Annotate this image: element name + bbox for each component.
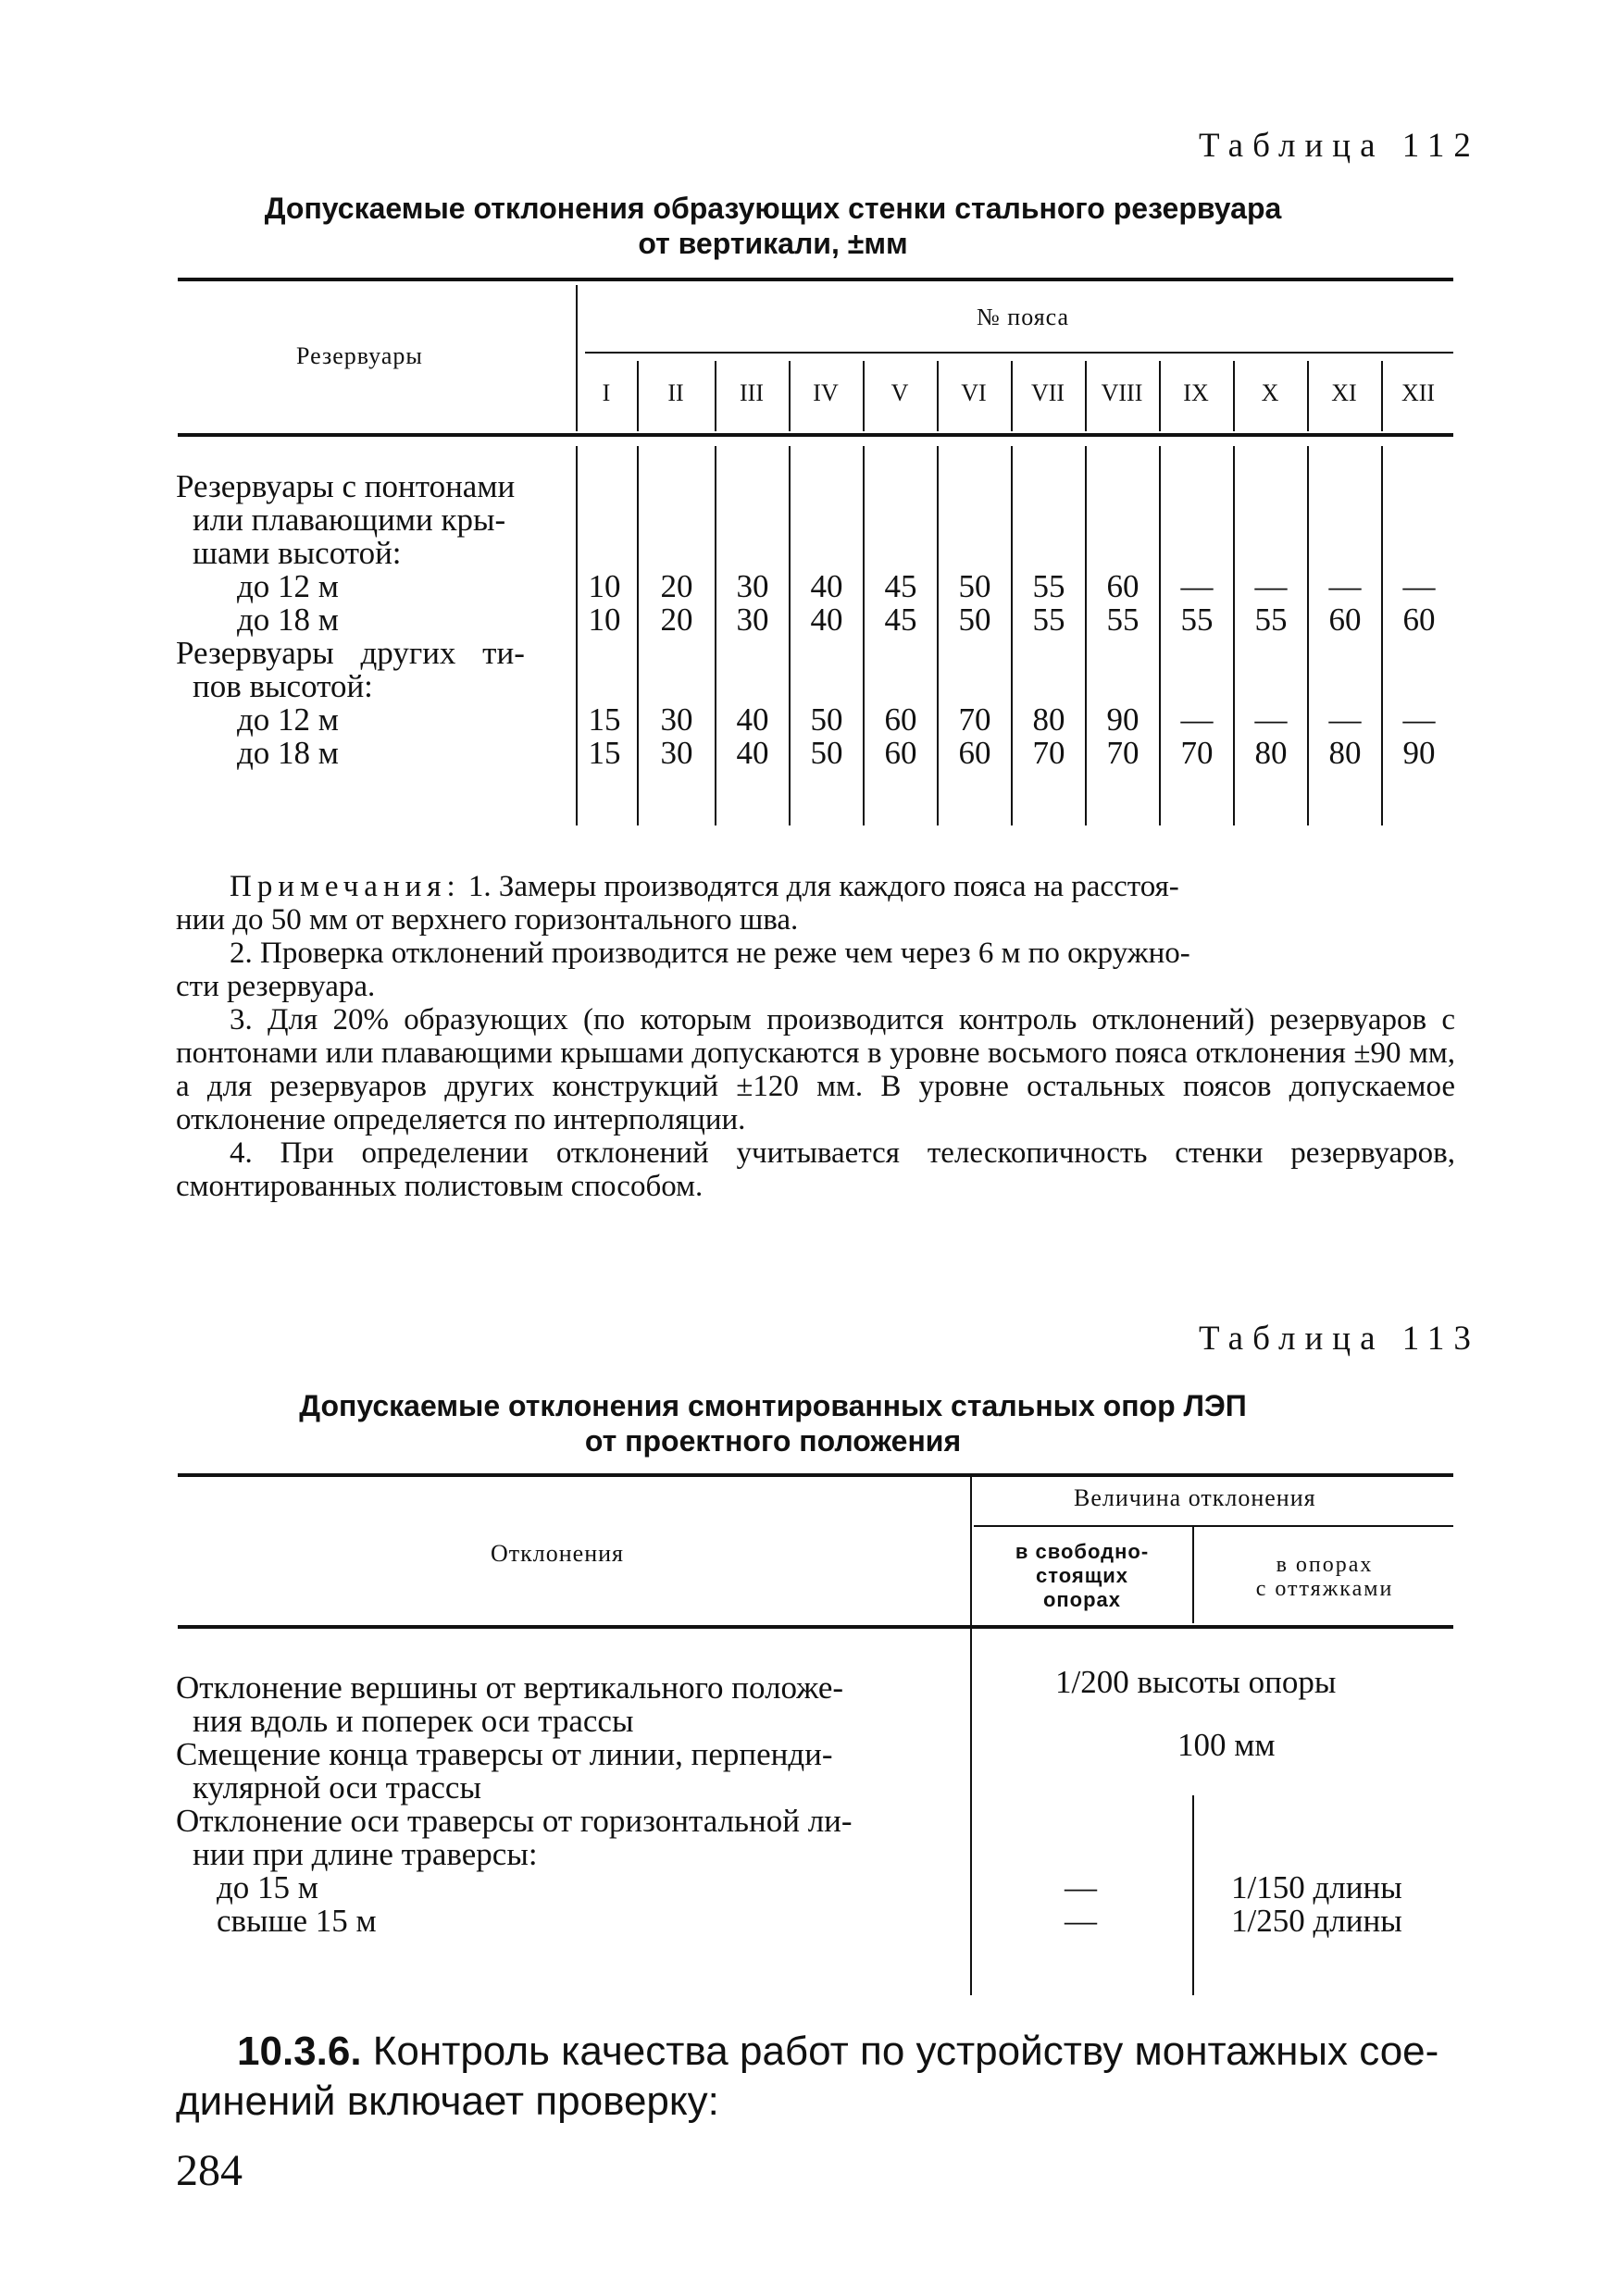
table-112-group2-title (176, 637, 583, 703)
table-113-divider-main (970, 1477, 972, 1995)
table-112-header-belt-number: № пояса (977, 304, 1070, 330)
table-113-header-value: Величина отклонения (1074, 1484, 1316, 1511)
table-112-cell: 40 (810, 568, 843, 604)
table-112-cell: 70 (1106, 735, 1140, 771)
group1-line: Резервуары с понтонами (176, 468, 516, 504)
free-line: стоящих (1035, 1564, 1129, 1587)
table-112-body-sep (1085, 446, 1087, 825)
row3-sub2-free: — (1065, 1903, 1097, 1939)
belt-header: III (740, 379, 764, 406)
table-112-body-sep (715, 446, 716, 825)
row3-sub1: до 15 м (217, 1869, 318, 1905)
table-112-cell: — (1402, 568, 1436, 604)
free-line: опорах (1042, 1588, 1122, 1611)
table-112-top-rule (178, 278, 1453, 281)
table-112-cell: 60 (1402, 602, 1436, 638)
table-113-header-bottom-rule (178, 1625, 1453, 1629)
table-112-cell: 30 (736, 568, 769, 604)
row3-sub2-guyed: 1/250 длины (1231, 1903, 1402, 1939)
table-113-row-2-value: 100 мм (1177, 1727, 1276, 1763)
table-112-header-sep (863, 361, 865, 431)
table-112-cell: — (1402, 701, 1436, 738)
table-113-header-guyed (1196, 1553, 1453, 1601)
table-112-body-sep (937, 446, 939, 825)
table-113-group-rule (974, 1525, 1453, 1527)
row3-sub1-free: — (1065, 1869, 1097, 1905)
note-2b: сти резервуара. (176, 970, 376, 1003)
notes-lead: Примечания: (230, 870, 461, 903)
table-112-header-reservoirs: Резервуары (296, 342, 423, 369)
belt-header: V (890, 379, 909, 406)
table-113-row-2 (176, 1738, 963, 1805)
table-112-cell: 55 (1032, 602, 1065, 638)
note-4: 4. При определении отклонений учитывается телескопичность стенки резервуаров, смонтированных полистовым способом. (176, 1136, 1455, 1203)
table-112-cell: — (1328, 568, 1362, 604)
table-112-cell: 30 (660, 735, 693, 771)
table-112-cell: 15 (588, 735, 621, 771)
table-112-cell: — (1180, 568, 1214, 604)
table-112-header-sep (789, 361, 791, 431)
table-112-header-sep (1381, 361, 1383, 431)
row-label: до 18 м (237, 602, 339, 638)
table-112-cell: 55 (1180, 602, 1214, 638)
section-text-b: динений включает проверку: (176, 2079, 719, 2124)
table-112-body-sep (1011, 446, 1013, 825)
table-112-title-line2: от вертикали, ±мм (638, 227, 908, 260)
table-113-label: Таблица 113 (1199, 1320, 1480, 1358)
table-112-group-rule (585, 352, 1453, 354)
table-112-cell: 40 (810, 602, 843, 638)
row3-sub2: свыше 15 м (217, 1903, 377, 1939)
table-112-cell: 50 (958, 602, 991, 638)
table-112-header-bottom-rule (178, 433, 1453, 437)
table-112-header-sep (1085, 361, 1087, 431)
table-113-top-rule (178, 1473, 1453, 1477)
note-1b: нии до 50 мм от верхнего горизонтального шва. (176, 903, 799, 937)
belt-header: VIII (1101, 379, 1143, 406)
table-112-cell: — (1254, 568, 1288, 604)
table-112-body-sep (789, 446, 791, 825)
belt-header: I (602, 379, 611, 406)
table-112-cell: 90 (1402, 735, 1436, 771)
table-112-cell: 90 (1106, 701, 1140, 738)
note-2a: 2. Проверка отклонений производится не реже чем через 6 м по окружно- (230, 937, 1190, 970)
free-line: в свободно- (1015, 1540, 1150, 1563)
belt-header: X (1261, 379, 1279, 406)
table-113-title (176, 1388, 1370, 1458)
table-112-header-sep (1233, 361, 1235, 431)
table-112-cell: 60 (1328, 602, 1362, 638)
table-112-header-sep (715, 361, 716, 431)
note-3: 3. Для 20% образующих (по которым производится контроль отклонений) резервуаров с понтонами или плавающими крышами допускаются в уровне восьмого пояса отклонения ±90 мм, а для резервуаров других конструкций ±120 мм. В уровне остальных поясов допускаемое отклонение определяется по интерполяции. (176, 1003, 1455, 1136)
table-112-cell: 15 (588, 701, 621, 738)
group2-line: Резервуары других ти- (176, 635, 525, 671)
table-112-cell: 80 (1328, 735, 1362, 771)
table-112-cell: 40 (736, 735, 769, 771)
row1-line-b: ния вдоль и поперек оси трассы (193, 1703, 634, 1739)
belt-header: VII (1030, 379, 1065, 406)
row-label: до 18 м (237, 735, 339, 771)
table-113-row-3 (176, 1805, 963, 1938)
table-113-row-1 (176, 1671, 963, 1738)
row3-line-b: нии при длине траверсы: (193, 1836, 538, 1872)
table-112-body-sep (863, 446, 865, 825)
table-112-cell: 60 (884, 735, 917, 771)
table-113-header-free-standing (976, 1540, 1189, 1612)
table-112-cell: 45 (884, 602, 917, 638)
table-112-cell: 20 (660, 568, 693, 604)
table-112-cell: 70 (1032, 735, 1065, 771)
table-112-header-sep (1307, 361, 1309, 431)
table-112-notes (176, 870, 1455, 1203)
belt-header: II (667, 379, 684, 406)
table-113-divider-body (1192, 1795, 1194, 1995)
table-112-body-sep (1307, 446, 1309, 825)
row2-line-b: кулярной оси трассы (193, 1769, 481, 1806)
table-112-cell: — (1180, 701, 1214, 738)
table-112-body-sep (1159, 446, 1161, 825)
page-number: 284 (176, 2146, 243, 2195)
table-112-cell: — (1254, 701, 1288, 738)
row3-sub1-guyed: 1/150 длины (1231, 1869, 1402, 1905)
belt-header: XII (1401, 379, 1436, 406)
table-112-cell: 40 (736, 701, 769, 738)
group2-line: пов высотой: (193, 668, 373, 704)
table-112-body-sep (637, 446, 639, 825)
table-112-title-line1: Допускаемые отклонения образующих стенки стального резервуара (264, 192, 1282, 225)
table-112-header-sep (1011, 361, 1013, 431)
table-112-cell: 60 (884, 701, 917, 738)
belt-header: IV (813, 379, 839, 406)
group1-line: или плавающими кры- (193, 502, 506, 538)
section-10-3-6 (176, 2027, 1459, 2127)
table-112-title (176, 191, 1370, 261)
table-112-divider-main (576, 285, 578, 431)
table-112-cell: 50 (810, 701, 843, 738)
table-113-row-1-value: 1/200 высоты опоры (1055, 1664, 1337, 1700)
table-112-cell: 60 (1106, 568, 1140, 604)
table-112-cell: 10 (588, 568, 621, 604)
table-112-cell: 60 (958, 735, 991, 771)
table-112-cell: 50 (810, 735, 843, 771)
table-112-body-sep (1381, 446, 1383, 825)
belt-header: VI (961, 379, 987, 406)
table-112-cell: 80 (1254, 735, 1288, 771)
row2-line-a: Смещение конца траверсы от линии, перпенди- (176, 1736, 833, 1772)
section-text-a: Контроль качества работ по устройству монтажных сое- (361, 2029, 1439, 2074)
table-112-group1-title (176, 470, 574, 570)
group1-line: шами высотой: (193, 535, 402, 571)
table-112-header-sep (937, 361, 939, 431)
table-113-header-deviations: Отклонения (491, 1540, 624, 1567)
table-112-cell: — (1328, 701, 1362, 738)
table-112-cell: 10 (588, 602, 621, 638)
table-112-cell: 30 (660, 701, 693, 738)
belt-header: IX (1183, 379, 1209, 406)
guy-line: с оттяжками (1255, 1577, 1394, 1601)
table-112-label: Таблица 112 (1199, 127, 1480, 165)
row-label: до 12 м (237, 568, 339, 604)
table-112-cell: 50 (958, 568, 991, 604)
table-112-cell: 20 (660, 602, 693, 638)
table-113-title-line1: Допускаемые отклонения смонтированных стальных опор ЛЭП (299, 1389, 1247, 1422)
row1-line-a: Отклонение вершины от вертикального положе- (176, 1669, 844, 1706)
table-112-cell: 55 (1254, 602, 1288, 638)
guy-line: в опорах (1276, 1553, 1374, 1577)
table-113-divider-sub (1192, 1527, 1194, 1623)
row-label: до 12 м (237, 701, 339, 738)
table-112-cell: 70 (1180, 735, 1214, 771)
section-number: 10.3.6. (237, 2029, 362, 2074)
table-112-cell: 55 (1032, 568, 1065, 604)
belt-header: XI (1331, 379, 1357, 406)
table-113-title-line2: от проектного положения (584, 1424, 962, 1458)
table-112-body-sep (1233, 446, 1235, 825)
table-112-cell: 30 (736, 602, 769, 638)
table-112-cell: 70 (958, 701, 991, 738)
table-112-cell: 80 (1032, 701, 1065, 738)
table-112-cell: 45 (884, 568, 917, 604)
note-1a: 1. Замеры производятся для каждого пояса на расстоя- (467, 870, 1179, 903)
table-112-header-sep (1159, 361, 1161, 431)
row3-line-a: Отклонение оси траверсы от горизонтальной ли- (176, 1803, 853, 1839)
table-112-cell: 55 (1106, 602, 1140, 638)
